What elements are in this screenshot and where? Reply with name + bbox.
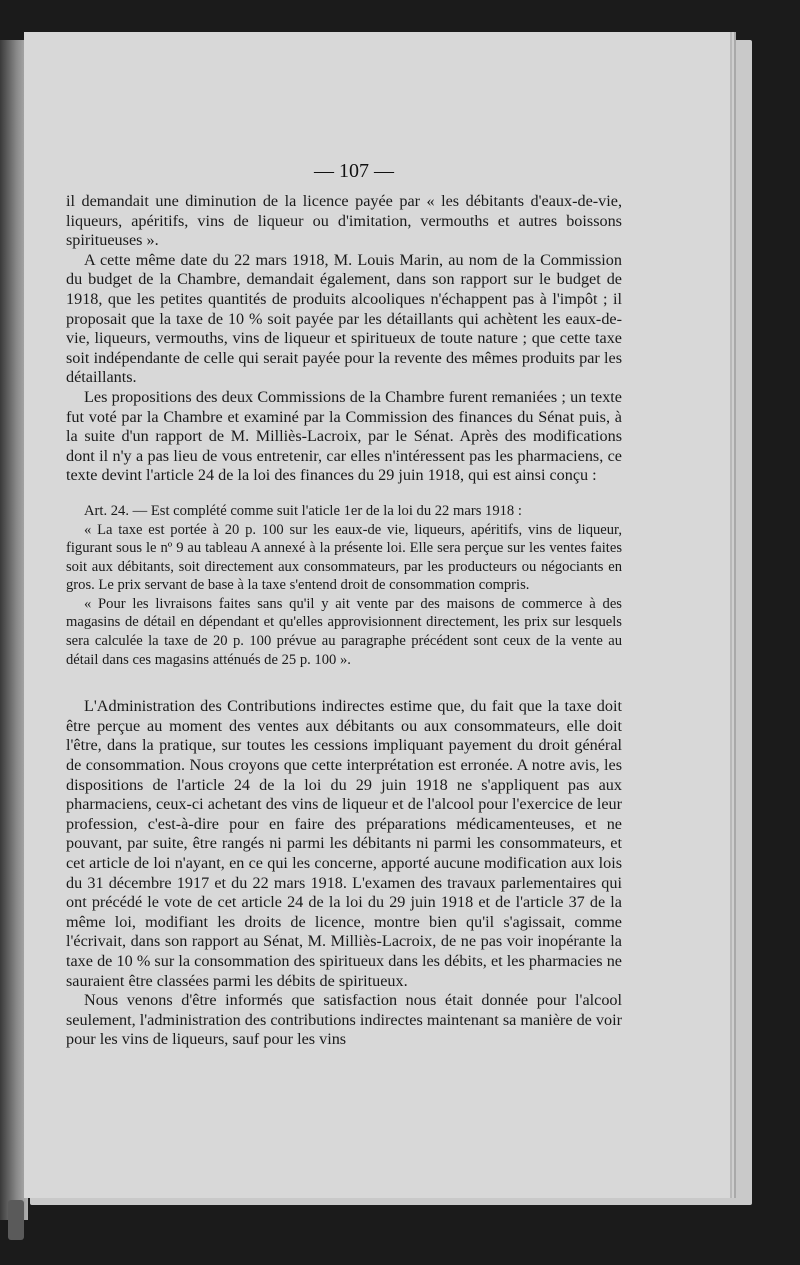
quote-paragraph-2: « Pour les livraisons faites sans qu'il y ait vente par des maisons de commerce à des magasins de détail en dépendant et qu'elles approvisionnent directement, les prix sur lesquels sera calculée la taxe de 20 p. 100 prévue au paragraphe précédent sont ceux de la vente au détail dans ces magasins atténués de 25 p. 100 ».: [66, 595, 622, 668]
paragraph-2: A cette même date du 22 mars 1918, M. Louis Marin, au nom de la Commission du budget de la Chambre, demandait également, dans son rapport sur le budget de 1918, que les petites quantités de produits alcooliques n'échappent pas à l'impôt ; il proposait que la taxe de 10 % soit payée par les détaillants qui achètent les eaux-de-vie, liqueurs, vermouths, vins de liqueur et spiritueux de toute nature ; que cette taxe soit indépendante de celle qui serait payée pour la revente des mêmes produits par les détaillants.: [66, 250, 622, 387]
quote-paragraph-1: « La taxe est portée à 20 p. 100 sur les eaux-de vie, liqueurs, apéritifs, vins de liqueur, figurant sous le nº 9 au tableau A annexé à la présente loi. Elle sera perçue sur les ventes faites soit aux débitants, soit directement aux consommateurs, par les producteurs ou négociants en gros. Le prix servant de base à la taxe s'entend droit de consommation compris.: [66, 521, 622, 594]
page-body: [66, 192, 622, 1050]
book-page: [24, 32, 730, 1198]
page-number: — 107 —: [314, 160, 394, 182]
paragraph-4: L'Administration des Contributions indirectes estime que, du fait que la taxe doit être perçue au moment des ventes aux débitants ou aux consommateurs, elle doit l'être, dans la pratique, sur toutes les cessions impliquant payement du droit général de consommation. Nous croyons que cette interprétation est erronée. A notre avis, les dispositions de l'article 24 de la loi du 29 juin 1918 ne s'appliquent pas aux pharmaciens, ceux-ci achetant des vins de liqueur et de l'alcool pour l'exercice de leur profession, c'est-à-dire pour en faire des préparations médicamenteuses, et ne pouvant, par suite, être rangés ni parmi les débitants ni parmi les consommateurs, et cet article de loi n'ayant, en ce qui les concerne, apporté aucune modification aux lois du 31 décembre 1917 et du 22 mars 1918. L'examen des travaux parlementaires qui ont précédé le vote de cet article 24 de la loi du 29 juin 1918 et de l'article 37 de la même loi, modifiant les droits de licence, montre bien qu'il s'agissait, comme l'écrivait, dans son rapport au Sénat, M. Milliès-Lacroix, de ne pas voir inopérante la taxe de 10 % sur la consommation des spiritueux dans les débits, et les pharmacies ne sauraient être classées parmi les débits de spiritueux.: [66, 697, 622, 990]
paragraph-5: Nous venons d'être informés que satisfaction nous était donnée pour l'alcool seulement, l'administration des contributions indirectes maintenant sa manière de voir pour les vins de liqueurs, sauf pour les vins: [66, 991, 622, 1049]
paragraph-1: il demandait une diminution de la licence payée par « les débitants d'eaux-de-vie, liqueurs, apéritifs, vins de liqueur ou d'imitation, vermouths et autres boissons spiritueuses ».: [66, 192, 622, 250]
law-quote: [66, 502, 622, 669]
paragraph-3: Les propositions des deux Commissions de la Chambre furent remaniées ; un texte fut voté par la Chambre et examiné par la Commission des finances du Sénat puis, à la suite d'un rapport de M. Milliès-Lacroix, par le Sénat. Après des modifications dont il n'y a pas lieu de vous entretenir, car elles n'intéressent pas les pharmaciens, ce texte devint l'article 24 de la loi des finances du 29 juin 1918, qui est ainsi conçu :: [66, 387, 622, 485]
quote-article-heading: Art. 24. — Est complété comme suit l'aticle 1er de la loi du 22 mars 1918 :: [84, 502, 522, 519]
binding-mark: [8, 1200, 24, 1240]
section-gap: [66, 669, 622, 697]
